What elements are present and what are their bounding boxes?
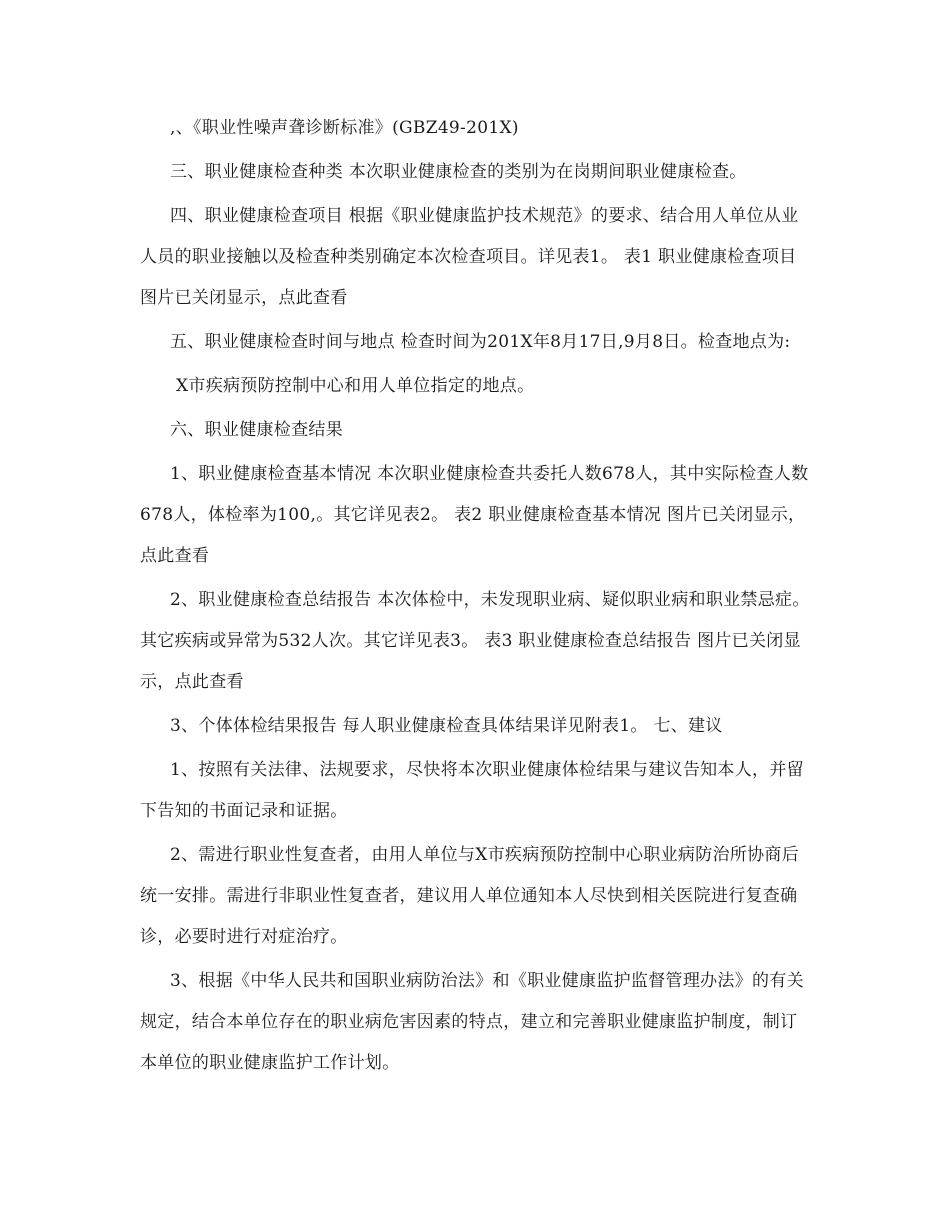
paragraph-summary-report: 2、职业健康检查总结报告 本次体检中，未发现职业病、疑似职业病和职业禁忌症。其它疾病或异常为532人次。其它详见表3。 表3 职业健康检查总结报告 图片已关闭显示，点此查看 [140,590,810,692]
document-body [140,108,812,1087]
section-heading-results: 六、职业健康检查结果 [170,420,343,440]
paragraph-individual-report: 3、个体体检结果报告 每人职业健康检查具体结果详见附表1。 七、建议 [170,716,723,736]
paragraph-standard-reference: ,、《职业性噪声聋诊断标准》(GBZ49-201X) [170,118,519,138]
paragraph-suggestion-3: 3、根据《中华人民共和国职业病防治法》和《职业健康监护监督管理办法》的有关规定，结合本单位存在的职业病危害因素的特点，建立和完善职业健康监护制度，制订本单位的职业健康监护工作计划。 [140,971,804,1073]
paragraph-suggestion-1: 1、按照有关法律、法规要求，尽快将本次职业健康体检结果与建议告知本人，并留下告知的书面记录和证据。 [140,760,804,821]
paragraph-suggestion-2: 2、需进行职业性复查者，由用人单位与X市疾病预防控制中心职业病防治所协商后统一安排。需进行非职业性复查者，建议用人单位通知本人尽快到相关医院进行复查确诊，必要时进行对症治疗。 [140,845,800,947]
paragraph-exam-location: X市疾病预防控制中心和用人单位指定的地点。 [176,376,535,396]
paragraph-exam-items: 四、职业健康检查项目 根据《职业健康监护技术规范》的要求、结合用人单位从业人员的职业接触以及检查种类别确定本次检查项目。详见表1。 表1 职业健康检查项目 图片已关闭显示，点此查看 [140,206,799,308]
paragraph-exam-type: 三、职业健康检查种类 本次职业健康检查的类别为在岗期间职业健康检查。 [170,162,747,182]
paragraph-exam-time-place: 五、职业健康检查时间与地点 检查时间为201X年8月17日,9月8日。检查地点为: [170,332,791,352]
paragraph-basic-situation: 1、职业健康检查基本情况 本次职业健康检查共委托人数678人，其中实际检查人数678人，体检率为100,。其它详见表2。 表2 职业健康检查基本情况 图片已关闭显示，点此查看 [140,464,809,566]
